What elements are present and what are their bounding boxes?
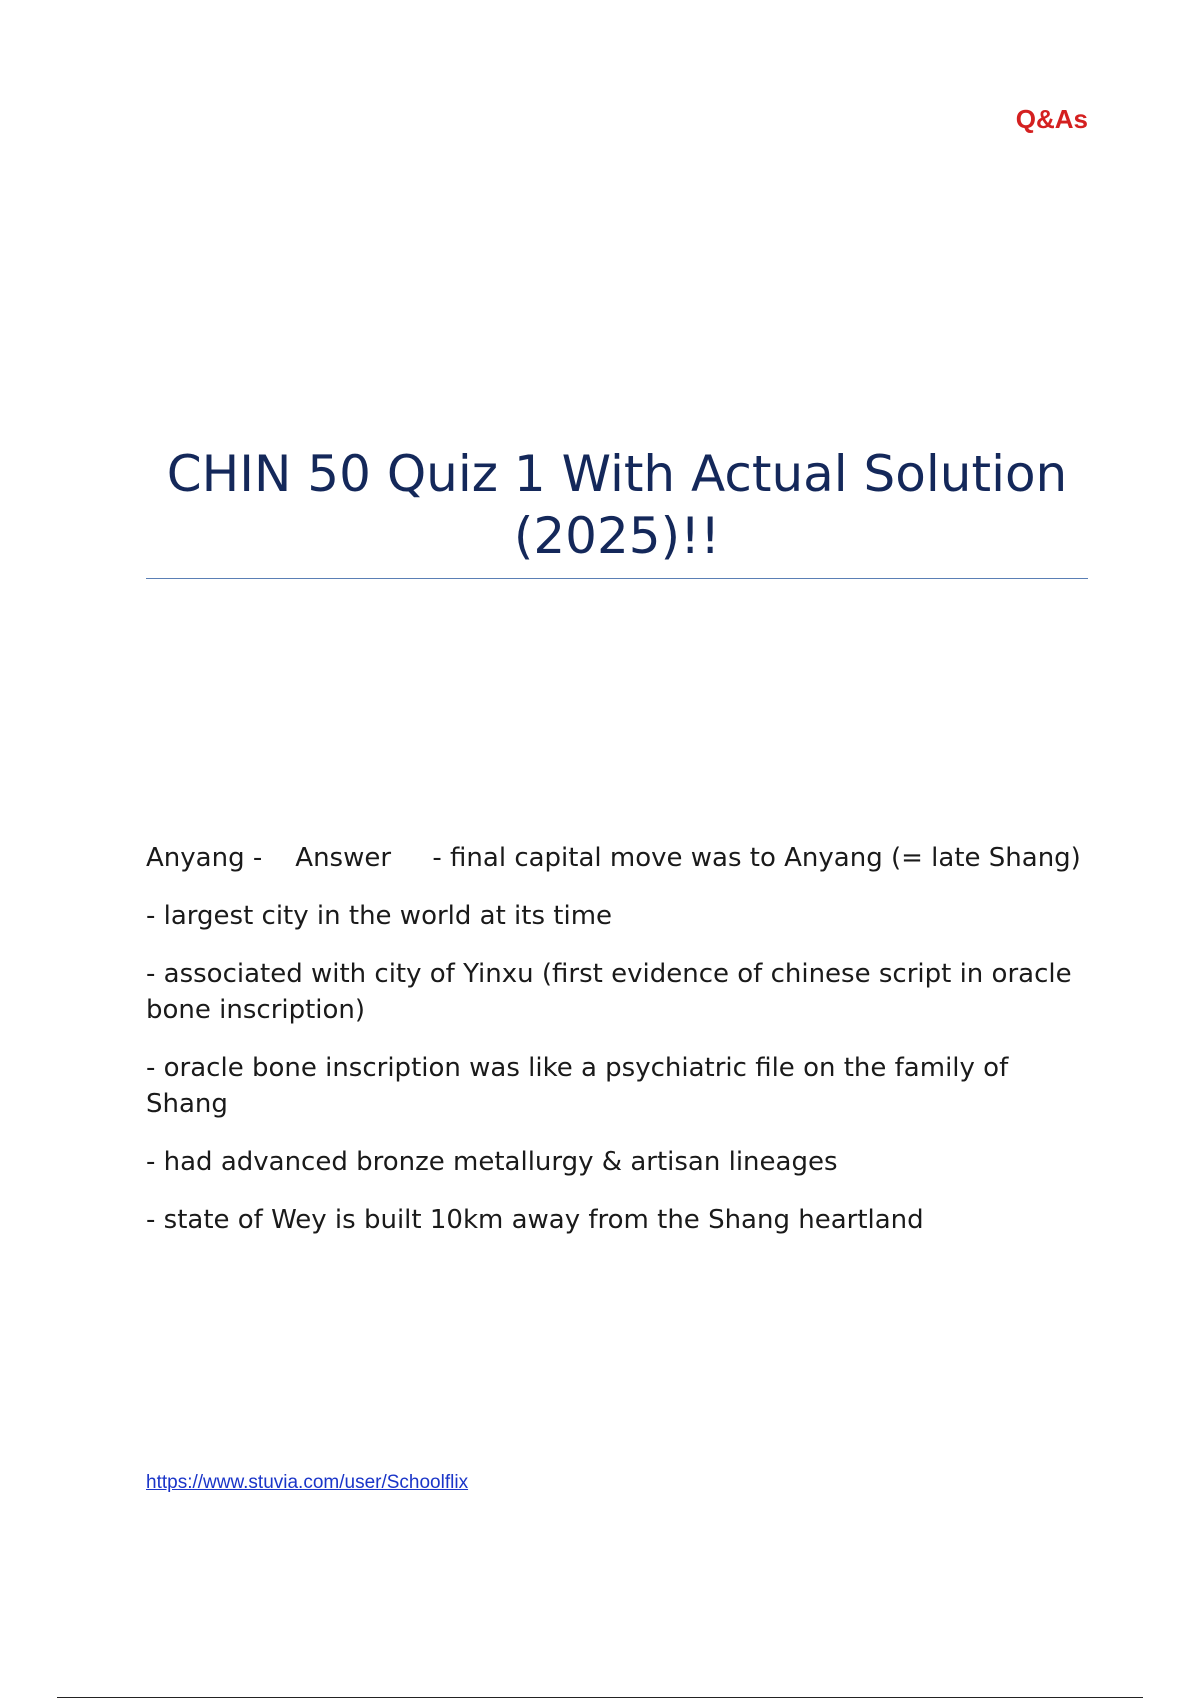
footer-divider [57,1697,1143,1698]
qa-first-answer: - final capital move was to Anyang (= late Shang) [432,843,1081,873]
qa-question-line [146,840,1088,876]
answer-bullet: - oracle bone inscription was like a psychiatric file on the family of Shang [146,1053,1009,1119]
qa-separator: - [244,843,296,873]
answer-bullet: - state of Wey is built 10km away from the Shang heartland [146,1205,924,1235]
answer-gap [391,843,432,873]
title-block [146,443,1088,567]
qa-tag: Q&As [1015,104,1088,134]
answer-bullet: - had advanced bronze metallurgy & artisan lineages [146,1147,838,1177]
qa-content [146,840,1088,1260]
answer-bullet: - associated with city of Yinxu (first evidence of chinese script in oracle bone inscription) [146,959,1072,1025]
answer-bullet: - largest city in the world at its time [146,901,613,931]
source-link[interactable]: https://www.stuvia.com/user/Schoolflix [146,1472,469,1493]
qa-term: Anyang [146,843,245,873]
answer-label: Answer [295,843,392,873]
document-title: CHIN 50 Quiz 1 With Actual Solution (2025)!! [166,445,1068,565]
title-divider [146,578,1088,579]
